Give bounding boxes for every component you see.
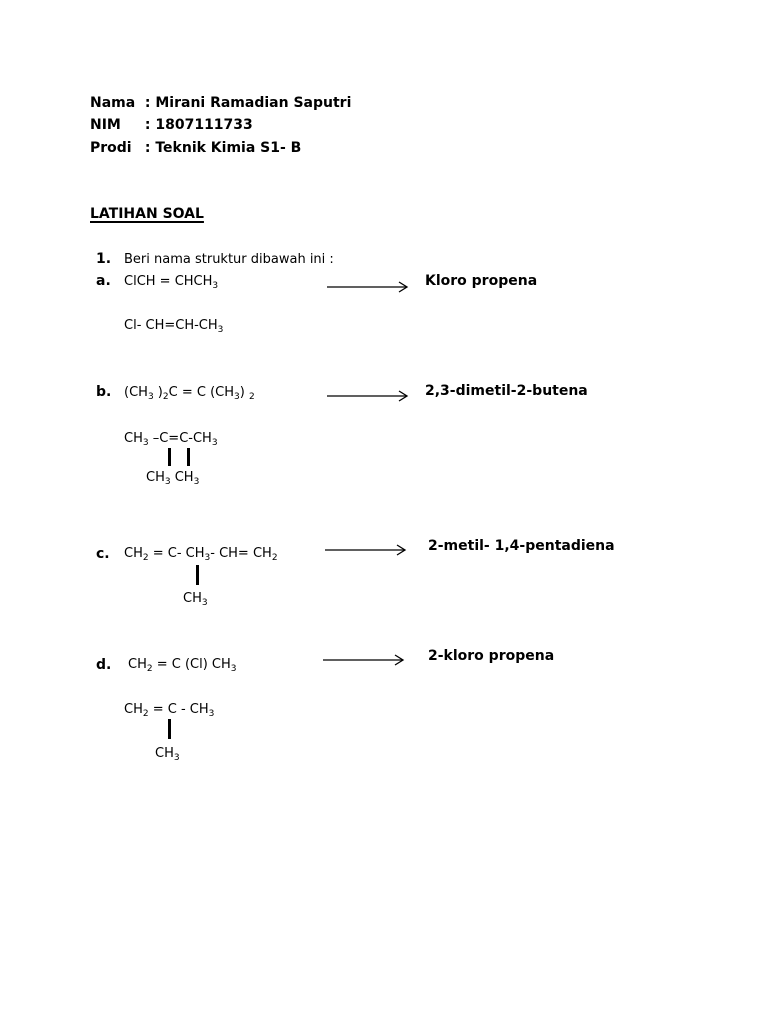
prodi-label: Prodi — [90, 140, 132, 156]
subscript: 2 — [142, 709, 149, 719]
item-a-formula — [124, 274, 219, 291]
subscript: 3 — [211, 438, 218, 448]
formula-text: = C- CH — [148, 546, 205, 561]
nim-colon: : — [144, 117, 156, 133]
bond-line — [196, 565, 199, 585]
branch-text: CH — [146, 470, 165, 485]
structure-text: = C - CH — [148, 702, 209, 717]
item-c-letter: c. — [96, 546, 110, 562]
bond-line — [168, 719, 171, 739]
formula-text: ) — [153, 385, 163, 400]
nim-line — [90, 118, 253, 132]
item-d-formula — [128, 657, 237, 674]
branch-text: CH — [183, 591, 202, 606]
formula-text: (CH — [124, 385, 148, 400]
formula-text: - CH= CH — [210, 546, 272, 561]
name-colon: : — [144, 95, 156, 111]
structure-text: –C=C-CH — [148, 431, 212, 446]
subscript: 3 — [147, 392, 154, 402]
nim-value: 1807111733 — [155, 117, 253, 133]
item-c-branch — [183, 591, 208, 608]
item-b-answer: 2,3-dimetil-2-butena — [425, 383, 588, 399]
arrow-right-icon — [326, 390, 410, 402]
item-a-answer: Kloro propena — [425, 273, 538, 289]
subscript: 2 — [162, 392, 169, 402]
item-c-formula — [124, 546, 278, 563]
item-b-branches — [146, 470, 200, 487]
subscript: 3 — [217, 325, 224, 335]
prodi-value: Teknik Kimia S1- B — [155, 140, 302, 156]
subscript: 3 — [234, 392, 240, 402]
formula-text: = C (Cl) CH — [152, 657, 231, 672]
subscript: 3 — [164, 477, 171, 487]
structure-text: Cl- CH=CH-CH — [124, 318, 218, 333]
arrow-right-icon — [324, 544, 408, 556]
subscript: 2 — [271, 553, 278, 563]
nim-label: NIM — [90, 117, 121, 133]
item-a-letter: a. — [96, 273, 111, 289]
prodi-colon: : — [144, 140, 156, 156]
name-line — [90, 96, 351, 110]
subscript: 2 — [146, 664, 153, 674]
subscript: 3 — [193, 477, 200, 487]
bond-line — [168, 448, 171, 466]
name-label: Nama — [90, 95, 136, 111]
formula-text: C = C (CH — [168, 385, 234, 400]
prodi-line — [90, 141, 301, 155]
formula-text: ClCH = CHCH — [124, 274, 213, 289]
item-d-structure — [124, 702, 215, 719]
subscript: 3 — [208, 709, 215, 719]
bond-line — [187, 448, 190, 466]
arrow-right-icon — [322, 654, 406, 666]
formula-text: CH — [124, 546, 143, 561]
item-b-structure — [124, 431, 218, 448]
subscript: 3 — [204, 553, 211, 563]
branch-text: CH — [170, 470, 194, 485]
subscript: 3 — [212, 281, 219, 291]
arrow-right-icon — [326, 281, 410, 293]
structure-text: CH — [124, 431, 143, 446]
section-title: LATIHAN SOAL — [90, 206, 204, 222]
item-d-answer: 2-kloro propena — [428, 648, 555, 664]
question-number: 1. — [96, 251, 112, 267]
subscript: 2 — [142, 553, 149, 563]
subscript: 2 — [248, 392, 255, 402]
name-value: Mirani Ramadian Saputri — [155, 95, 352, 111]
formula-text: ) — [239, 385, 249, 400]
item-b-letter: b. — [96, 384, 112, 400]
branch-text: CH — [155, 746, 174, 761]
subscript: 3 — [230, 664, 237, 674]
formula-text: CH — [128, 657, 147, 672]
subscript: 3 — [201, 598, 208, 608]
subscript: 3 — [173, 753, 180, 763]
question-text: Beri nama struktur dibawah ini : — [124, 252, 334, 267]
item-d-letter: d. — [96, 657, 112, 673]
item-d-branch — [155, 746, 180, 763]
structure-text: CH — [124, 702, 143, 717]
subscript: 3 — [142, 438, 149, 448]
item-a-structure — [124, 318, 224, 335]
item-c-answer: 2-metil- 1,4-pentadiena — [428, 538, 615, 554]
item-b-formula — [124, 385, 255, 402]
